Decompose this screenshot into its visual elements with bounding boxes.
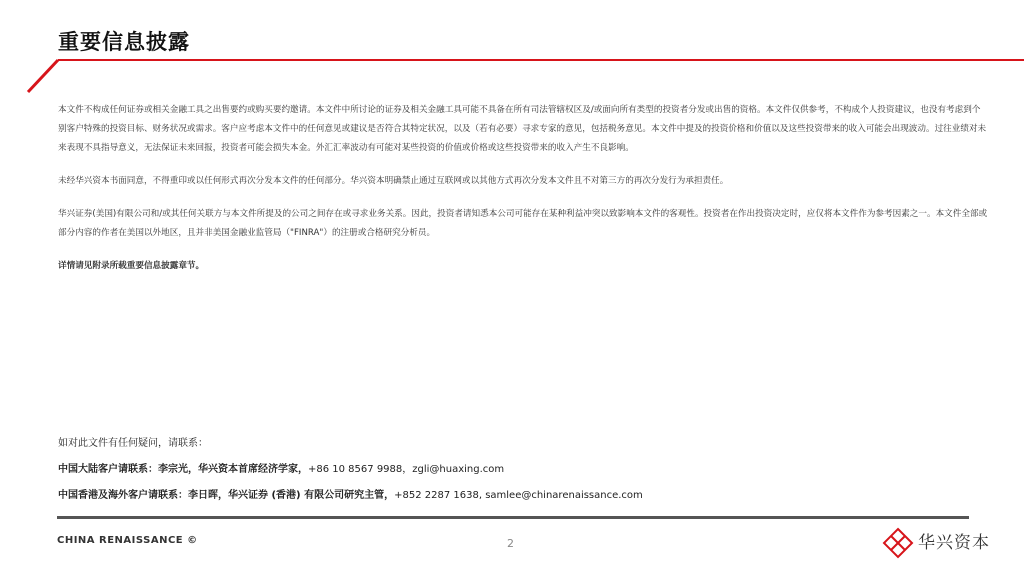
disclosure-paragraph-4: 详情请见附录所载重要信息披露章节。 bbox=[58, 261, 205, 271]
contact-mainland bbox=[58, 460, 504, 475]
footer-brand: CHINA RENAISSANCE © bbox=[57, 535, 198, 546]
contact-hk bbox=[58, 486, 643, 501]
page-number: 2 bbox=[507, 537, 514, 550]
disclosure-paragraph-2: 未经华兴资本书面同意，不得重印或以任何形式再次分发本文件的任何部分。华兴资本明确禁止通过互联网或以其他方式再次分发本文件且不对第三方的再次分发行为承担责任。 bbox=[58, 176, 729, 186]
contact-hk-info[interactable]: +852 2287 1638, samlee@chinarenaissance.com bbox=[394, 490, 643, 501]
page-title: 重要信息披露 bbox=[58, 30, 190, 54]
logo-wordmark: 华兴资本 bbox=[918, 533, 990, 553]
contact-hk-label: 中国香港及海外客户请联系：李日晖，华兴证券 (香港) 有限公司研究主管， bbox=[58, 490, 395, 501]
disclosure-paragraph-1: 本文件不构成任何证券或相关金融工具之出售要约或购买要约邀请。本文件中所讨论的证券及相关金融工具可能不具备在所有司法管辖权区及/或面向所有类型的投资者分发或出售的资格。本文件仅供参考，不构成个人投资建议，也没有考虑到个别客户特殊的投资目标、财务状况或需求。客户应考虑本文件中的任何意见或建议是否符合其特定状况，以及（若有必要）寻求专家的意见，包括税务意见。本文件中提及的投资价格和价值以及这些投资带来的收入可能会出现波动。过往业绩对未来表现不具指导意义，无法保证未来回报，投资者可能会损失本金。外汇汇率波动有可能对某些投资的价值或价格或这些投资带来的收入产生不良影响。 bbox=[58, 105, 987, 153]
china-renaissance-logo-icon bbox=[882, 527, 914, 559]
disclosure-paragraph-3: 华兴证券(美国)有限公司和/或其任何关联方与本文件所提及的公司之间存在或寻求业务关系。因此，投资者请知悉本公司可能存在某种利益冲突以致影响本文件的客观性。投资者在作出投资决定时，应仅将本文件作为参考因素之一。本文件全部或部分内容的作者在美国以外地区，且并非美国金融业监管局（"FINRA"）的注册或合格研究分析员。 bbox=[58, 209, 988, 238]
contact-mainland-label: 中国大陆客户请联系：李宗光，华兴资本首席经济学家， bbox=[58, 464, 308, 475]
footer-rule bbox=[57, 516, 969, 519]
contact-intro: 如对此文件有任何疑问，请联系： bbox=[58, 438, 208, 449]
contact-mainland-info[interactable]: +86 10 8567 9988，zgli@huaxing.com bbox=[308, 464, 505, 475]
